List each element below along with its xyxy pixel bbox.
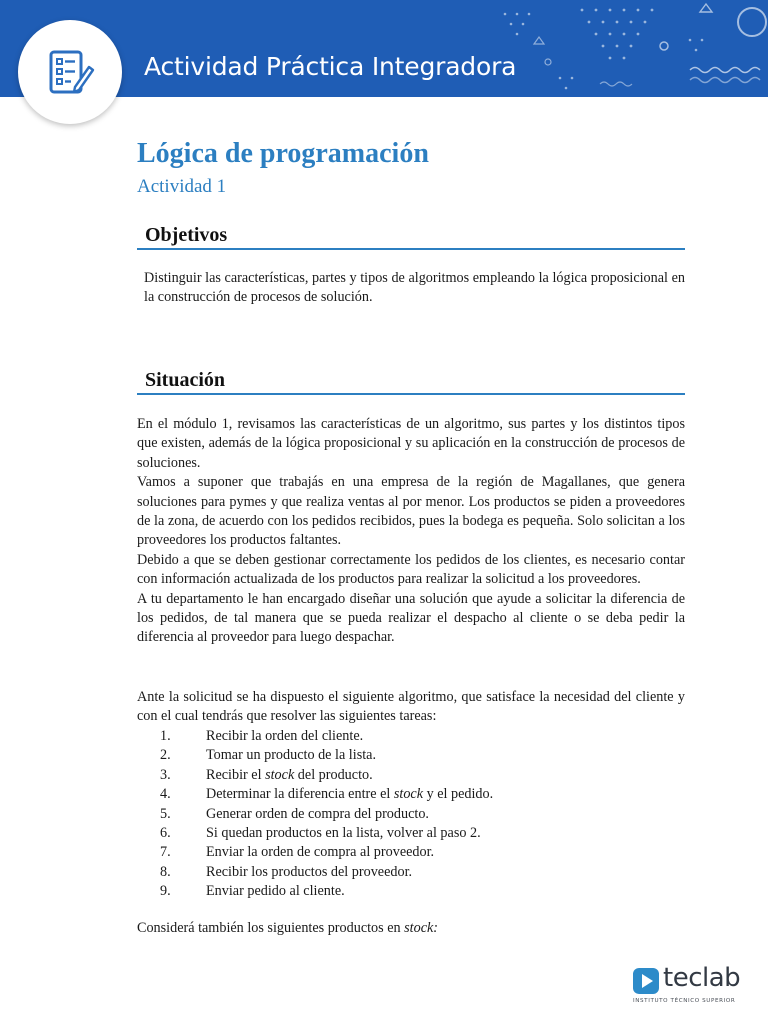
- step-number: 3.: [160, 766, 171, 783]
- step-emphasis: stock: [265, 766, 295, 783]
- objetivos-paragraph: Distinguir las características, partes y tipos de algoritmos empleando la lógica proposicional en la construcción de procesos de solución.: [144, 270, 685, 306]
- step-number: 7.: [160, 844, 171, 861]
- list-item: [137, 882, 685, 901]
- situacion-heading-label: Situación: [145, 369, 226, 391]
- list-item: [137, 766, 685, 785]
- list-item: [137, 863, 685, 882]
- teclab-logo: [632, 963, 747, 1009]
- step-number: 9.: [160, 883, 171, 900]
- step-text: Recibir la orden del cliente.: [206, 728, 364, 744]
- list-item: [137, 824, 685, 843]
- situacion-paragraph-3: Debido a que se deben gestionar correctamente los pedidos de los clientes, es necesario contar con información actualizada de los productos para realizar la solicitud a los proveedores.: [137, 551, 685, 588]
- play-triangle-icon: [632, 967, 660, 995]
- situacion-paragraph-1: En el módulo 1, revisamos las características de un algoritmo, sus partes y los distintos tipos que existen, además de la lógica proposicional y su aplicación en la construcción de procesos de soluciones.: [137, 416, 685, 471]
- document-subtitle: Actividad 1: [137, 176, 227, 197]
- list-item: [137, 805, 685, 824]
- banner-title: Actividad Práctica Integradora: [144, 52, 517, 81]
- closing-line: [137, 920, 438, 937]
- algorithm-intro-text: Ante la solicitud se ha dispuesto el siguiente algoritmo, que satisface la necesidad del cliente y con el cual tendrás que resolver las siguientes tareas:: [137, 689, 685, 725]
- step-number: 8.: [160, 863, 171, 880]
- step-text-end: y el pedido.: [423, 786, 494, 803]
- step-number: 1.: [160, 728, 171, 744]
- objetivos-heading: [137, 222, 685, 250]
- step-text: Si quedan productos en la lista, volver al paso 2.: [206, 825, 481, 842]
- situacion-heading: [137, 367, 685, 395]
- objetivos-text: [144, 269, 685, 308]
- logo-tagline: INSTITUTO TÉCNICO SUPERIOR: [633, 998, 736, 1004]
- list-item: [137, 785, 685, 804]
- step-emphasis: stock: [393, 786, 424, 803]
- objetivos-heading-label: Objetivos: [145, 224, 228, 246]
- step-text: Determinar la diferencia entre el: [206, 786, 394, 803]
- situacion-body: [137, 415, 685, 648]
- situacion-paragraph-2: Vamos a suponer que trabajás en una empresa de la región de Magallanes, que genera soluciones para pymes y que realiza ventas al por menor. Los productos se piden a proveedores de la zona, de acuerdo con los pedidos recibidos, pues la bodega es pequeña. Solo solicitan a los proveedores los productos faltantes.: [137, 474, 685, 549]
- step-number: 2.: [160, 747, 171, 764]
- step-text-end: del producto.: [294, 766, 373, 783]
- algorithm-intro: [137, 688, 685, 727]
- activity-icon-badge: [18, 20, 122, 124]
- step-text: Tomar un producto de la lista.: [206, 747, 376, 764]
- step-text: Generar orden de compra del producto.: [206, 805, 429, 822]
- situacion-paragraph-4: A tu departamento le han encargado diseñar una solución que ayude a solicitar la diferencia de los pedidos, de tal manera que se pueda realizar el despacho al cliente o se deba pedir la diferencia al proveedor para luego despachar.: [137, 590, 685, 646]
- list-item: [137, 746, 685, 765]
- checklist-document-icon: [45, 47, 95, 97]
- logo-wordmark: teclab: [663, 963, 741, 993]
- step-text: Recibir los productos del proveedor.: [206, 863, 413, 880]
- step-number: 4.: [160, 786, 171, 803]
- step-text: Recibir el: [206, 766, 266, 783]
- list-item: [137, 843, 685, 862]
- step-text: Enviar la orden de compra al proveedor.: [206, 844, 435, 861]
- closing-emphasis: stock:: [404, 920, 439, 936]
- closing-text: Considerá también los siguientes productos en: [137, 920, 405, 936]
- step-text: Enviar pedido al cliente.: [206, 883, 345, 900]
- document-title: Lógica de programación: [137, 138, 429, 169]
- algorithm-steps: [137, 727, 685, 902]
- step-number: 6.: [160, 825, 171, 842]
- list-item: [137, 727, 685, 746]
- step-number: 5.: [160, 805, 171, 822]
